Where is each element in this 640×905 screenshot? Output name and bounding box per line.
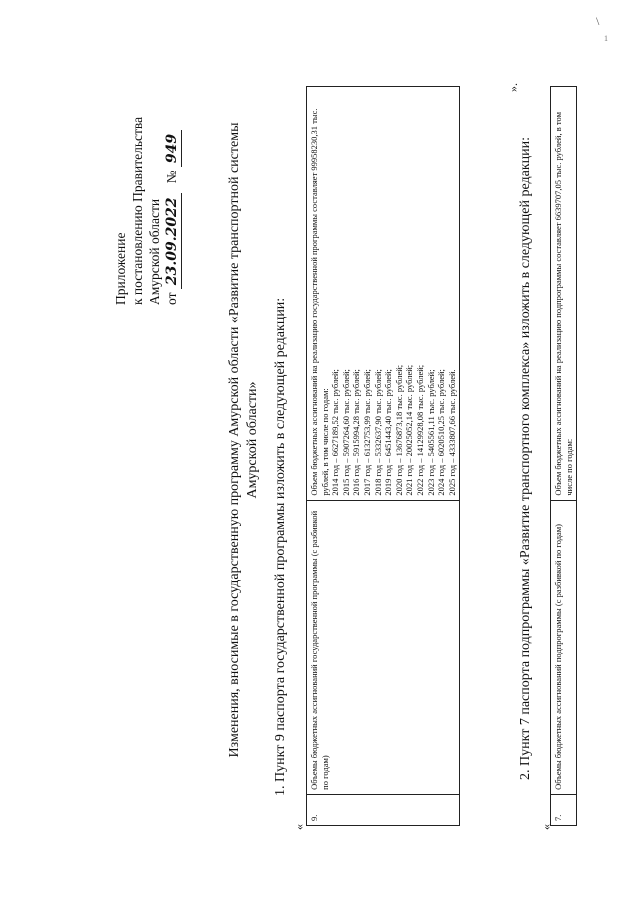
year-line: 2024 год – 6020510,25 тыс. рублей; (436, 369, 447, 496)
section2-table (550, 86, 577, 826)
table-row (551, 87, 577, 826)
appendix-title: Приложение (113, 232, 128, 305)
year-line: 2025 год – 4333807,66 тыс. рублей. (446, 369, 457, 496)
row-value (307, 87, 460, 501)
year-line: 2016 год – 5915994,28 тыс. рублей; (351, 369, 362, 496)
row-label: Объемы бюджетных ассигнований подпрограммы (с разбивкой по годам) (551, 500, 577, 794)
appendix-region: Амурской области (147, 198, 162, 305)
section2-caption: 2. Пункт 7 паспорта подпрограммы «Развитие транспортного комплекса» изложить в следующей редакции: (518, 136, 533, 780)
year-line: 2021 год – 20025052,14 тыс. рублей; (404, 364, 415, 496)
row-value-intro: Объем бюджетных ассигнований на реализацию подпрограммы составляет 6639707,05 тыс. рублей, в том числе по годам: (553, 112, 574, 496)
section1-table (306, 86, 460, 826)
row-value (551, 87, 577, 501)
row-number: 7. (551, 794, 577, 825)
date-prefix: от (164, 292, 179, 305)
appendix-block (112, 117, 182, 305)
section1-table-wrap (306, 86, 460, 826)
year-line: 2020 год – 13676873,18 тыс. рублей; (393, 364, 404, 496)
table-row (307, 87, 460, 826)
row-value-intro: Объем бюджетных ассигнований на реализацию государственной программы составляет 99958230,31 тыс. рублей, в том числе по годам: (309, 108, 330, 496)
year-line: 2018 год – 5332637,90 тыс. рублей; (372, 369, 383, 496)
year-line: 2019 год – 6451443,40 тыс. рублей; (383, 369, 394, 496)
appendix-resolution: к постановлению Правительства (130, 116, 145, 305)
section1-close-quote: ». (506, 83, 520, 92)
appendix-date-line (163, 117, 182, 305)
heading-line-2: Амурской области» (245, 381, 260, 499)
corner-mark-small: 1 (604, 34, 608, 43)
year-line: 2017 год – 6132753,99 тыс. рублей; (361, 369, 372, 496)
section1-open-quote: « (292, 824, 306, 830)
section1-caption: 1. Пункт 9 паспорта государственной программы изложить в следующей редакции: (273, 297, 288, 796)
date-value: 23.09.2022 (164, 193, 182, 289)
corner-mark: \ (596, 14, 600, 28)
document-heading (226, 105, 262, 775)
year-line: 2022 год – 14129928,08 тыс. рублей; (414, 364, 425, 496)
section2-open-quote: « (539, 824, 553, 830)
heading-line-1: Изменения, вносимые в государственную программу Амурской области «Развитие транспортной системы (227, 122, 242, 758)
number-prefix: № (164, 170, 179, 184)
year-line: 2014 год – 6627189,52 тыс. рублей; (330, 369, 341, 496)
row-number: 9. (307, 794, 460, 825)
section2-table-wrap (550, 86, 577, 826)
row-label: Объемы бюджетных ассигнований государственной программы (с разбивкой по годам) (307, 500, 460, 794)
number-value: 949 (164, 130, 182, 167)
year-line: 2015 год – 5907264,60 тыс. рублей; (340, 369, 351, 496)
year-line: 2023 год – 5405561,11 тыс. рублей; (425, 369, 436, 496)
